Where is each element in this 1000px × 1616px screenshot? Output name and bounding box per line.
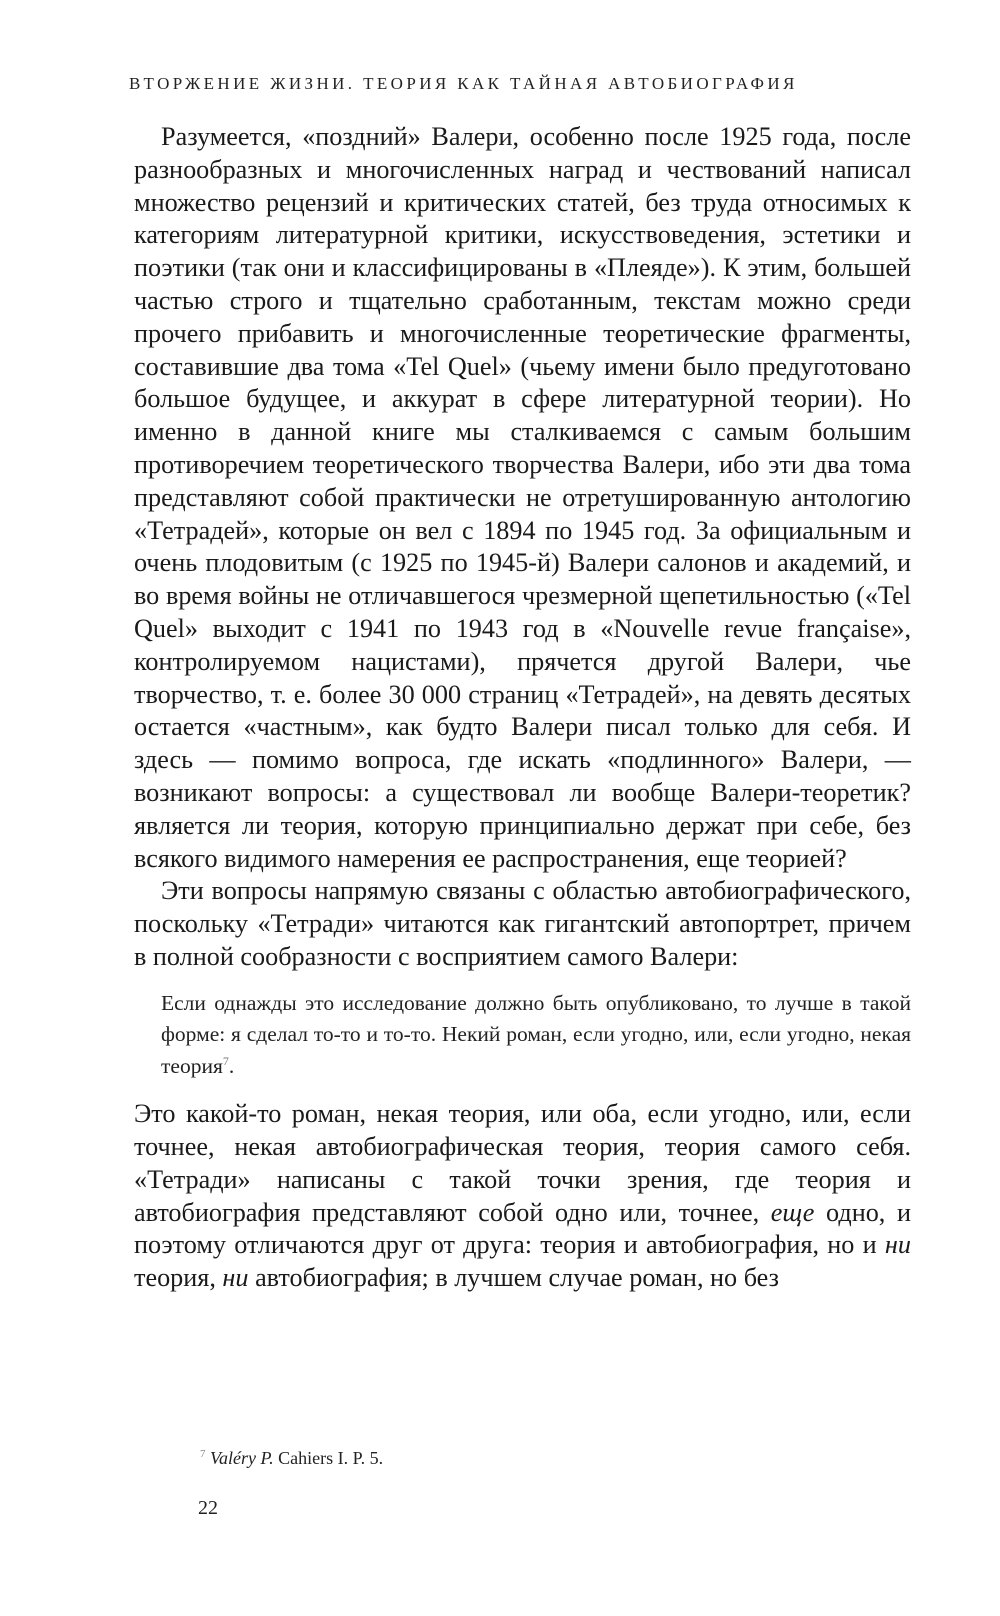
paragraph-3-part-2: одно, и поэтому отличаются друг от друга: теория и автобиография, но и bbox=[134, 1197, 911, 1260]
block-quote bbox=[161, 988, 911, 1083]
paragraph-1: Разумеется, «поздний» Валери, особенно после 1925 года, после разнообразных и многочисленных наград и чествований написал множество рецензий и критических статей, без труда относимых к категориям литературной критики, искусствоведения, эстетики и поэтики (так они и классифицированы в «Плеяде»). К этим, большей частью строго и тщательно сработанным, текстам можно среди прочего прибавить и многочисленные теоретические фрагменты, составившие два тома «Tel Quel» (чьему имени было предуготовано большое будущее, и аккурат в сфере литературной теории). Но именно в данной книге мы сталкиваемся с самым большим противоречием теоретического творчества Валери, ибо эти два тома представляют собой практически не отретушированную антологию «Тетрадей», которые он вел с 1894 по 1945 год. За официальным и очень плодовитым (с 1925 по 1945-й) Валери салонов и академий, и во время войны не отличавшегося чрезмерной щепетильностью («Tel Quel» выходит с 1941 по 1943 год в «Nouvelle revue française», контролируемом нацистами), прячется другой Валери, чье творчество, т. е. более 30 000 страниц «Тетрадей», на девять десятых остается «частным», как будто Валери писал только для себя. И здесь — помимо вопроса, где искать «подлинного» Валери, — возникают вопросы: а существовал ли вообще Валери-теоретик? является ли теория, которую принципиально держат при себе, без всякого видимого намерения ее распространения, еще теорией? bbox=[134, 122, 911, 873]
quote-end: . bbox=[228, 1053, 235, 1078]
paragraph-3-part-3: теория, bbox=[134, 1263, 223, 1293]
footnote-text: Cahiers I. P. 5. bbox=[273, 1448, 384, 1468]
quote-text: Если однажды это исследование должно быть опубликовано, то лучше в такой форме: я сделал то-то и то-то. Некий роман, если угодно, или, если угодно, некая теория bbox=[161, 990, 911, 1078]
emphasis-ni-2: ни bbox=[222, 1263, 249, 1293]
paragraph-2: Эти вопросы напрямую связаны с областью автобиографического, поскольку «Тетради» читаются как гигантский автопортрет, причем в полной сообразности с восприятием самого Валери: bbox=[134, 876, 911, 971]
running-head: ВТОРЖЕНИЕ ЖИЗНИ. ТЕОРИЯ КАК ТАЙНАЯ АВТОБИОГРАФИЯ bbox=[129, 74, 798, 93]
paragraph-3-part-4: автобиография; в лучшем случае роман, но без bbox=[248, 1263, 779, 1293]
paragraph-3 bbox=[134, 1098, 911, 1295]
emphasis-eshche: еще bbox=[770, 1197, 815, 1227]
footnote-reference[interactable]: 7 bbox=[222, 1053, 229, 1068]
paragraph-3-part-1: Это какой-то роман, некая теория, или оба, если угодно, или, если точнее, некая автобиографическая теория, теория самого себя. «Тетради» написаны с такой точки зрения, где теория и автобиография представляют собой одно или, точнее, bbox=[134, 1099, 911, 1227]
footnote-author: Valéry P. bbox=[210, 1448, 274, 1468]
emphasis-ni-1: ни bbox=[884, 1230, 911, 1260]
main-text bbox=[134, 121, 911, 1295]
footnote-number: 7 bbox=[200, 1448, 206, 1460]
footnote bbox=[200, 1448, 383, 1469]
page-number: 22 bbox=[198, 1497, 218, 1519]
